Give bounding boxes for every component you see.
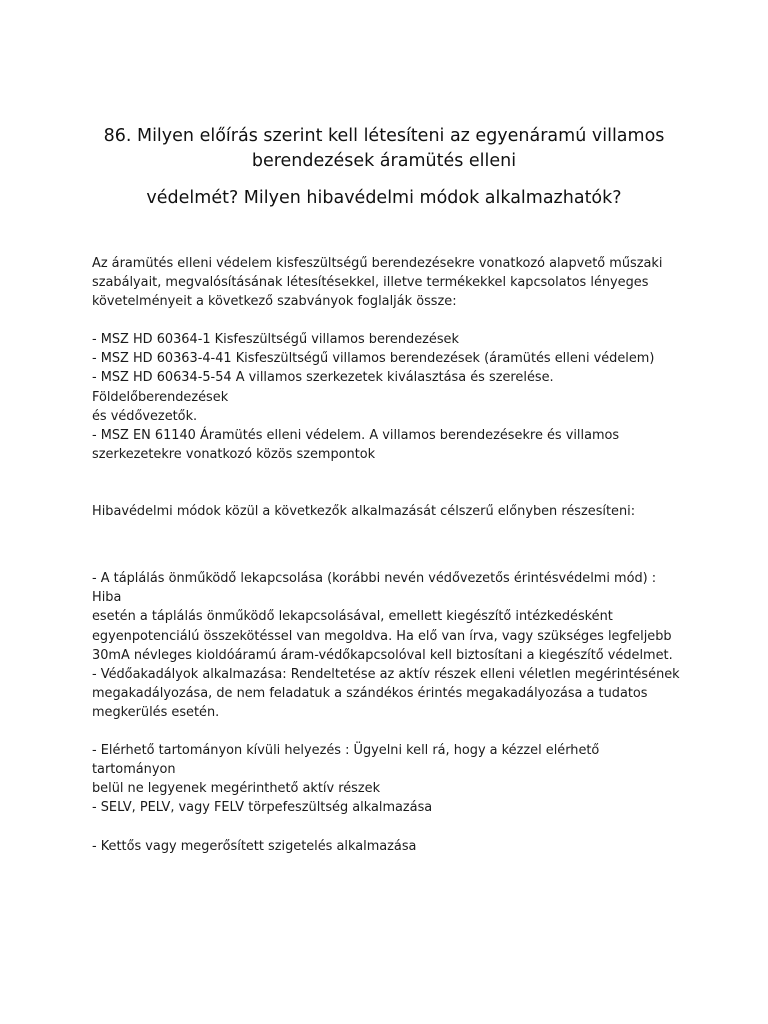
method-line: - Elérhető tartományon kívüli helyezés : Ügyelni kell rá, hogy a kézzel elérhető tartományon	[92, 743, 600, 778]
method-double-insulation	[92, 837, 682, 856]
title-line-1: 86. Milyen előírás szerint kell létesíteni az egyenáramú villamos	[103, 126, 665, 146]
intro-line: szabályait, megvalósításának létesítésekkel, illetve termékekkel kapcsolatos lényeges	[92, 275, 649, 291]
method-line: - Védőakadályok alkalmazása: Rendeltetése az aktív részek elleni véletlen megérintésének	[92, 667, 680, 682]
intro-paragraph	[92, 254, 682, 312]
method-line: - Kettős vagy megerősített szigetelés alkalmazása	[92, 839, 417, 854]
method-automatic-disconnection	[92, 569, 682, 665]
title-line-3: védelmét? Milyen hibavédelmi módok alkalmazhatók?	[146, 188, 622, 208]
title-line-2: berendezések áramütés elleni	[251, 151, 517, 171]
method-line: egyenpotenciálú összekötéssel van megoldva. Ha elő van írva, vagy szükséges legfeljebb	[92, 628, 672, 644]
standards-item: - MSZ HD 60363-4-41 Kisfeszültségű villamos berendezések (áramütés elleni védelem)	[92, 351, 655, 367]
method-extra-low-voltage	[92, 798, 682, 817]
method-line: megakadályozása, de nem feladatuk a szándékos érintés megakadályozása a tudatos	[92, 686, 648, 702]
method-line: 30mA névleges kioldóáramú áram-védőkapcsolóval kell biztosítani a kiegészítő védelmet.	[92, 647, 673, 663]
standards-item: szerkezetekre vonatkozó közös szempontok	[92, 447, 376, 463]
standards-item: - MSZ HD 60364-1 Kisfeszültségű villamos berendezések	[92, 332, 459, 347]
methods-intro-text: Hibavédelmi módok közül a következők alkalmazását célszerű előnyben részesíteni:	[92, 504, 636, 519]
standards-list	[92, 330, 682, 464]
standards-item: - MSZ EN 61140 Áramütés elleni védelem. A villamos berendezésekre és villamos	[92, 428, 620, 444]
method-obstacles	[92, 665, 682, 723]
method-out-of-reach	[92, 741, 682, 799]
intro-line: Az áramütés elleni védelem kisfeszültségű berendezésekre vonatkozó alapvető műszaki	[92, 256, 663, 271]
method-line: belül ne legyenek megérinthető aktív részek	[92, 781, 381, 797]
intro-line: követelményeit a következő szabványok foglalják össze:	[92, 294, 457, 310]
standards-item: és védővezetők.	[92, 408, 198, 424]
standards-item: - MSZ HD 60634-5-54 A villamos szerkezetek kiválasztása és szerelése. Földelőberendezések	[92, 370, 554, 405]
method-line: - SELV, PELV, vagy FELV törpefeszültség alkalmazása	[92, 800, 433, 815]
methods-intro	[92, 502, 682, 521]
method-line: megkerülés esetén.	[92, 705, 220, 721]
question-title	[92, 124, 676, 211]
method-line: - A táplálás önműködő lekapcsolása (korábbi nevén védővezetős érintésvédelmi mód) : Hiba	[92, 571, 657, 606]
method-line: esetén a táplálás önműködő lekapcsolásával, emellett kiegészítő intézkedésként	[92, 609, 613, 625]
